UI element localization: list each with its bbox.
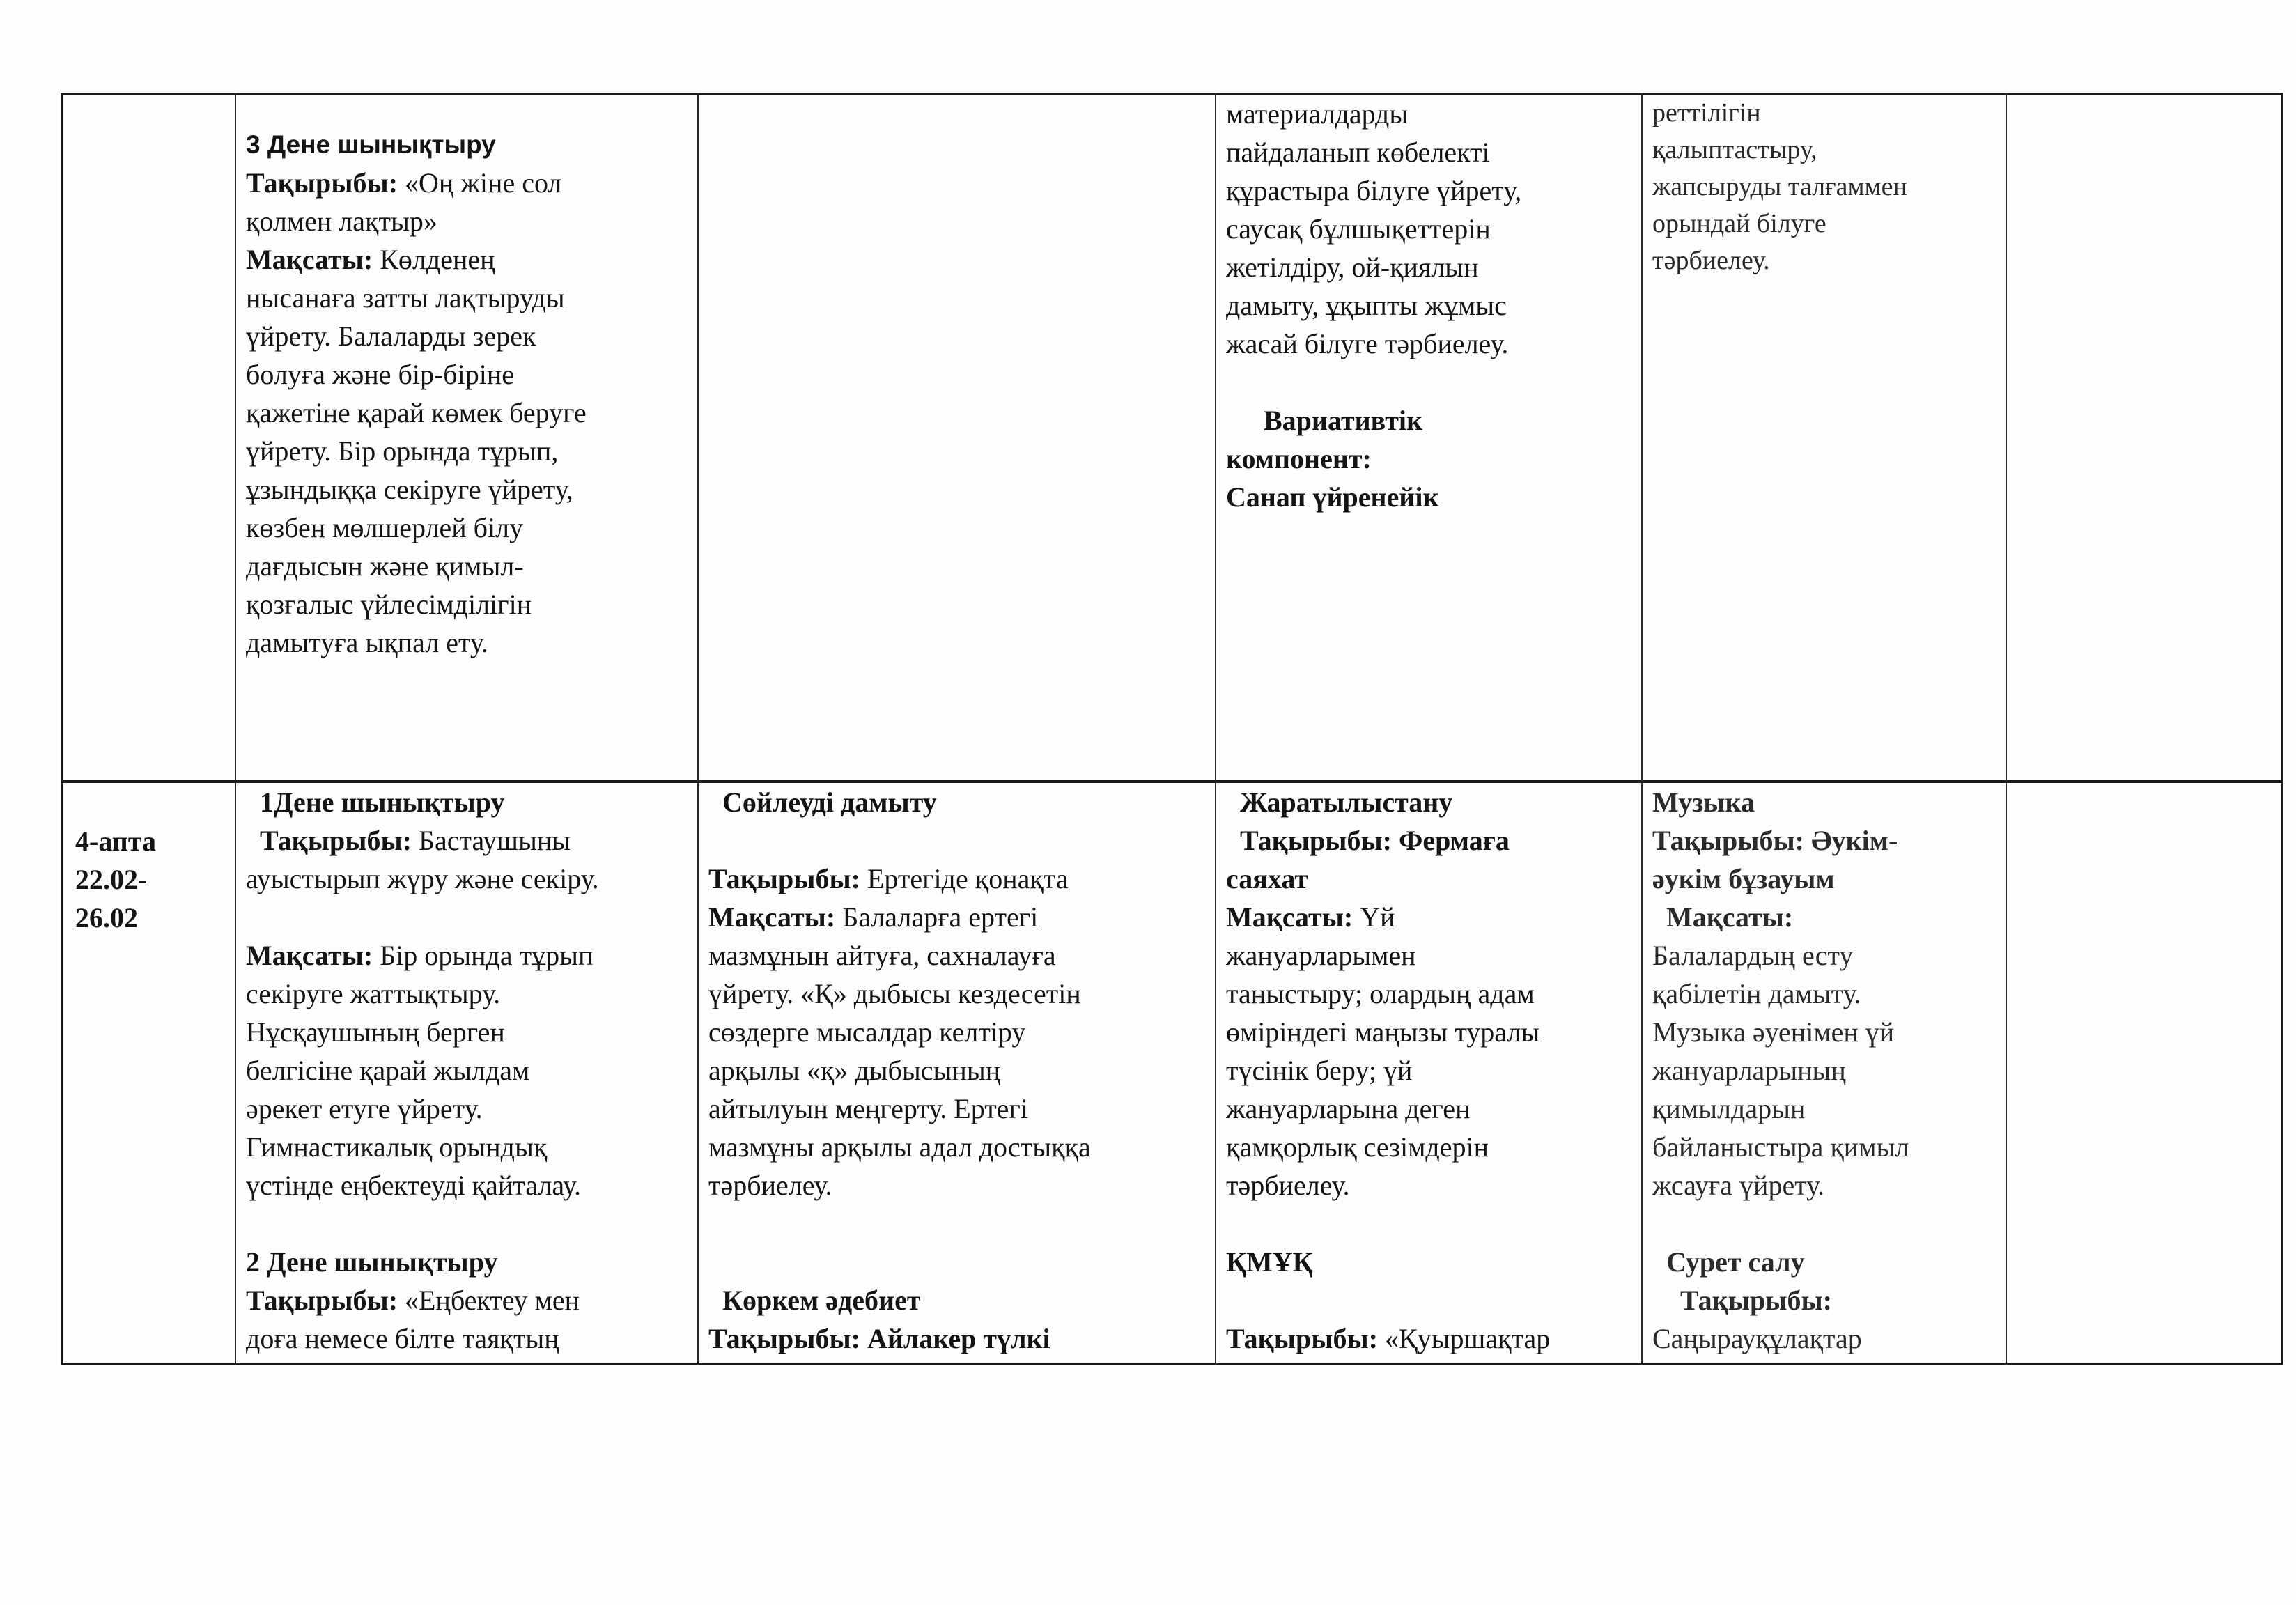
goal-text: өміріндегі маңызы туралы xyxy=(1226,1016,1540,1048)
week-cell-row2 xyxy=(63,822,235,1358)
goal-text: арқылы «қ» дыбысының xyxy=(708,1055,1001,1086)
subject-heading: ҚМҰҚ xyxy=(1226,1246,1313,1278)
goal-line: Мақсаты: Көлденең xyxy=(246,244,495,275)
goal-text: үстінде еңбектеуді қайталау. xyxy=(246,1170,582,1201)
week-date-start: 22.02- xyxy=(75,864,148,895)
goal-text: жануарларына деген xyxy=(1226,1093,1471,1124)
goal-text: белгісіне қарай жылдам xyxy=(246,1055,530,1086)
cell-row1-wednesday xyxy=(1216,95,1641,780)
text-line: жасай білуге тәрбиелеу. xyxy=(1226,328,1509,359)
subject-heading: Музыка xyxy=(1652,786,1755,818)
topic-label: Тақырыбы: xyxy=(260,825,412,856)
goal-text: жануарларымен xyxy=(1226,940,1416,971)
goal-text: қажетіне қарай көмек беруге xyxy=(246,397,587,428)
topic-title: Тақырыбы: Фермаға xyxy=(1240,825,1510,856)
topic-text: доға немесе білте таяқтың xyxy=(246,1323,559,1354)
subject-heading: 1Дене шынықтыру xyxy=(260,786,505,818)
text-line: жапсыруды талғаммен xyxy=(1652,172,1907,201)
goal-text: мазмұны арқылы адал достыққа xyxy=(708,1131,1091,1163)
text-line: пайдаланып көбелекті xyxy=(1226,137,1490,168)
goal-text: қозғалыс үйлесімділігін xyxy=(246,589,532,620)
goal-text: болуға және бір-біріне xyxy=(246,359,515,390)
goal-text: қамқорлық сезімдерін xyxy=(1226,1131,1489,1163)
goal-line: Мақсаты: Бір орында тұрып xyxy=(246,940,594,971)
topic-title: әукім бұзауым xyxy=(1652,863,1835,894)
topic-title: Тақырыбы: Айлакер түлкі xyxy=(708,1323,1050,1354)
subject-heading: Сөйлеуді дамыту xyxy=(722,786,937,818)
topic-label: Тақырыбы: xyxy=(708,863,860,894)
goal-label: Мақсаты: xyxy=(246,244,373,275)
subject-heading: Жаратылыстану xyxy=(1240,786,1453,818)
text-line: жетілдіру, ой-қиялын xyxy=(1226,251,1479,283)
goal-text: көзбен мөлшерлей білу xyxy=(246,512,524,543)
goal-text: жануарларының xyxy=(1652,1055,1846,1086)
week-date-end: 26.02 xyxy=(75,902,138,933)
variative-heading: компонент: xyxy=(1226,443,1372,474)
topic-label: Тақырыбы: xyxy=(246,1285,398,1316)
text-line: орындай білуге xyxy=(1652,209,1826,238)
cell-row1-monday xyxy=(236,125,697,780)
topic-title: саяхат xyxy=(1226,863,1308,894)
topic-label: Тақырыбы: xyxy=(1680,1285,1832,1316)
variative-heading: Вариативтік xyxy=(1264,405,1423,436)
goal-text: үйрету. «Қ» дыбысы кездесетін xyxy=(708,978,1081,1009)
goal-text: ұзындыққа секіруге үйрету, xyxy=(246,474,573,505)
goal-text: байланыстыра қимыл xyxy=(1652,1131,1909,1163)
subject-heading: Көркем әдебиет xyxy=(722,1285,921,1316)
week-cell-row1 xyxy=(63,95,235,780)
topic-text: қолмен лақтыр» xyxy=(246,206,437,237)
topic-line: Тақырыбы: «Еңбектеу мен xyxy=(246,1285,580,1316)
cell-row2-monday xyxy=(236,783,697,1364)
goal-label: Мақсаты: xyxy=(708,901,836,933)
goal-text: нысанаға затты лақтыруды xyxy=(246,282,565,313)
goal-text: үйрету. Балаларды зерек xyxy=(246,320,536,352)
goal-text: дамытуға ықпал ету. xyxy=(246,627,488,658)
goal-text: айтылуын меңгерту. Ертегі xyxy=(708,1093,1028,1124)
text-line: қалыптастыру, xyxy=(1652,135,1817,164)
goal-text: әрекет етуге үйрету. xyxy=(246,1093,483,1124)
goal-text: жсауға үйрету. xyxy=(1652,1170,1825,1201)
topic-text: Саңырауқұлақтар xyxy=(1652,1323,1862,1354)
goal-line: Мақсаты: Балаларға ертегі xyxy=(708,901,1039,933)
goal-text: таныстыру; олардың адам xyxy=(1226,978,1535,1009)
cell-row1-friday xyxy=(2007,95,2281,780)
goal-text: секіруге жаттықтыру. xyxy=(246,978,501,1009)
goal-text: қимылдарын xyxy=(1652,1093,1806,1124)
topic-line: Тақырыбы: Ертегіде қонақта xyxy=(708,863,1069,894)
goal-text: Музыка әуенімен үй xyxy=(1652,1016,1895,1048)
subject-heading: 3 Дене шынықтыру xyxy=(246,130,496,159)
cell-row1-thursday xyxy=(1643,95,2006,780)
goal-text: мазмұнын айтуға, сахналауға xyxy=(708,940,1056,971)
topic-label: Тақырыбы: xyxy=(246,167,398,199)
goal-text: Балалардың есту xyxy=(1652,940,1854,971)
text-line: құрастыра білуге үйрету, xyxy=(1226,175,1522,206)
goal-label: Мақсаты: xyxy=(246,940,373,971)
goal-label: Мақсаты: xyxy=(1666,901,1794,933)
topic-label: Тақырыбы: xyxy=(1226,1323,1378,1354)
subject-heading: Сурет салу xyxy=(1666,1246,1805,1278)
text-line: реттілігін xyxy=(1652,98,1761,127)
week-label: 4-апта xyxy=(75,825,156,857)
goal-text: тәрбиелеу. xyxy=(1226,1170,1350,1201)
goal-text: үйрету. Бір орында тұрып, xyxy=(246,435,559,467)
goal-text: Гимнастикалық орындық xyxy=(246,1131,548,1163)
goal-text: қабілетін дамыту. xyxy=(1652,978,1861,1009)
cell-row1-tuesday xyxy=(699,95,1215,780)
variative-title: Санап үйренейік xyxy=(1226,481,1439,513)
topic-title: Тақырыбы: Әукім- xyxy=(1652,825,1898,856)
cell-row2-wednesday xyxy=(1216,783,1641,1364)
goal-text: тәрбиелеу. xyxy=(708,1170,832,1201)
goal-text: дағдысын және қимыл- xyxy=(246,550,524,582)
cell-row2-thursday xyxy=(1643,783,2006,1364)
subject-heading: 2 Дене шынықтыру xyxy=(246,1246,498,1278)
topic-line: Тақырыбы: «Қуыршақтар xyxy=(1226,1323,1551,1354)
cell-row2-tuesday xyxy=(699,783,1215,1364)
topic-line: Тақырыбы: Бастаушыны xyxy=(260,825,571,856)
text-line: материалдарды xyxy=(1226,98,1409,130)
topic-line: Тақырыбы: «Оң жіне сол xyxy=(246,167,562,199)
goal-text: сөздерге мысалдар келтіру xyxy=(708,1016,1026,1048)
goal-text: түсінік беру; үй xyxy=(1226,1055,1413,1086)
goal-line: Мақсаты: Үй xyxy=(1226,901,1395,933)
text-line: тәрбиелеу. xyxy=(1652,246,1770,275)
goal-text: Нұсқаушының берген xyxy=(246,1016,505,1048)
text-line: дамыту, ұқыпты жұмыс xyxy=(1226,290,1507,321)
cell-row2-friday xyxy=(2007,783,2281,1364)
goal-label: Мақсаты: xyxy=(1226,901,1353,933)
topic-text: ауыстырып жүру және секіру. xyxy=(246,863,599,894)
text-line: саусақ бұлшықеттерін xyxy=(1226,213,1491,245)
